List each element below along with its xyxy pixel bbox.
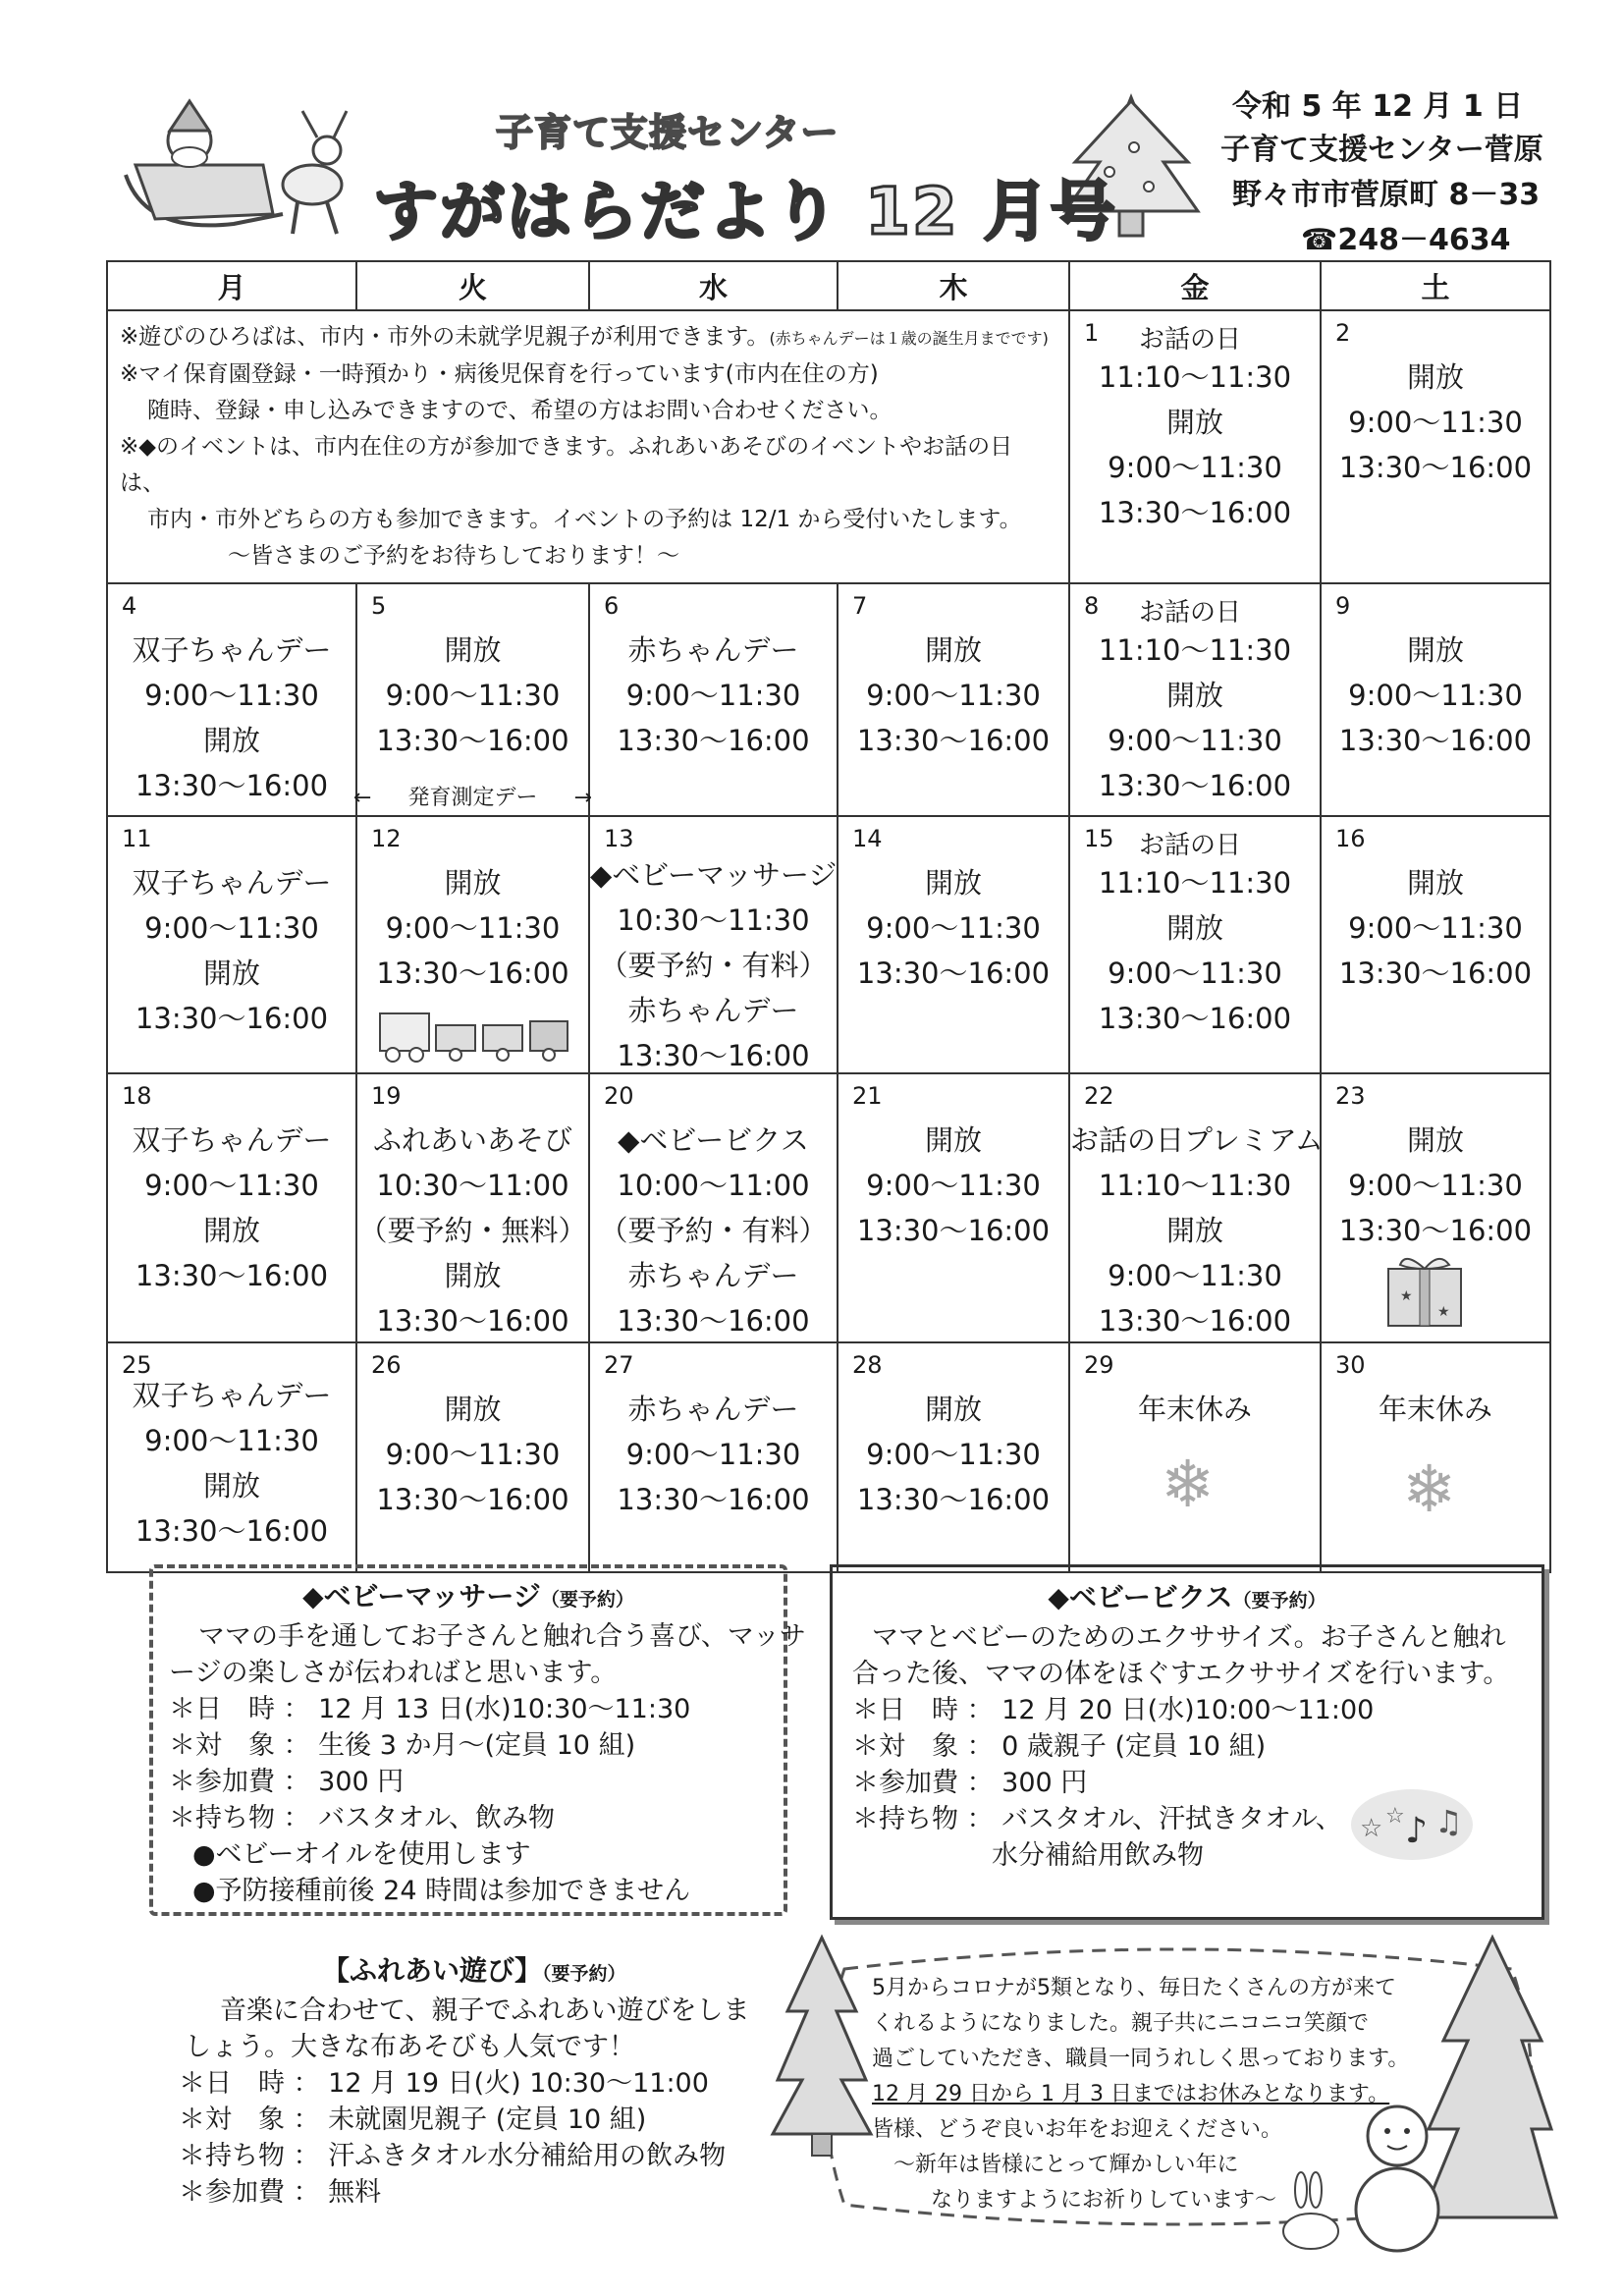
day-line: 9:00～11:30 bbox=[385, 1438, 561, 1471]
svg-text:★: ★ bbox=[1437, 1304, 1450, 1320]
santa-sleigh-illustration bbox=[116, 96, 361, 244]
baby-massage-desc: ージの楽しさが伝わればと思います。 bbox=[169, 1658, 618, 1688]
day-line: 双子ちゃんデー bbox=[132, 633, 332, 667]
day-number: 22 bbox=[1084, 1082, 1114, 1110]
weekday-thu: 木 bbox=[838, 261, 1069, 310]
baby-massage-title: ◆ベビーマッサージ bbox=[302, 1580, 541, 1613]
fureai-asobi-target: ＊対 象 ： 未就園児親子 (定員 10 組) bbox=[179, 2105, 647, 2135]
day-event-title: お話の日 bbox=[1139, 831, 1242, 860]
day-line: 開放 bbox=[1165, 1214, 1223, 1247]
day-line: 開放 bbox=[202, 957, 260, 990]
organization-name: 子育て支援センター菅原 bbox=[1220, 133, 1543, 167]
day-line: 開放 bbox=[1406, 866, 1464, 900]
day-cell bbox=[1321, 1342, 1550, 1572]
holiday-notice: 12 月 29 日から 1 月 3 日まではお休みとなります。 bbox=[872, 2082, 1390, 2106]
baby-massage-date: ＊日 時 ： 12 月 13 日(水)10:30～11:30 bbox=[169, 1694, 691, 1724]
day-number: 9 bbox=[1335, 592, 1351, 620]
center-subtitle: 子育て支援センター bbox=[496, 111, 839, 154]
fureai-asobi-date: ＊日 時 ： 12 月 19 日(火) 10:30～11:00 bbox=[179, 2068, 709, 2099]
notice-text bbox=[108, 311, 1068, 582]
day-number: 5 bbox=[371, 592, 387, 620]
day-number: 30 bbox=[1335, 1351, 1366, 1379]
day-line: 13:30～16:00 bbox=[376, 1483, 569, 1516]
weekday-wed: 水 bbox=[589, 261, 838, 310]
day-line: 9:00～11:30 bbox=[144, 1424, 319, 1457]
day-line: 13:30～16:00 bbox=[1338, 451, 1533, 484]
week-row-3 bbox=[107, 816, 1550, 1073]
day-cell bbox=[107, 583, 356, 816]
day-event-title: お話の日 bbox=[1139, 325, 1242, 355]
day-number: 29 bbox=[1084, 1351, 1114, 1379]
day-line: 9:00～11:30 bbox=[385, 911, 561, 945]
message-line: 5月からコロナが5類となり、毎日たくさんの方が来て bbox=[872, 1976, 1396, 2000]
day-line: 9:00～11:30 bbox=[625, 1438, 801, 1471]
day-number: 18 bbox=[122, 1082, 152, 1110]
day-cell bbox=[1321, 583, 1550, 816]
fureai-asobi-fee: ＊参加費 ： 無料 bbox=[179, 2177, 382, 2208]
day-cell bbox=[589, 1073, 838, 1342]
day-cell bbox=[356, 1073, 589, 1342]
day-line: 9:00～11:30 bbox=[1108, 1259, 1282, 1292]
growth-measure-day-text: 発育測定デー bbox=[407, 786, 538, 810]
day-number: 23 bbox=[1335, 1082, 1366, 1110]
day-cell bbox=[356, 816, 589, 1073]
day-line: ふれあいあそび bbox=[372, 1123, 572, 1157]
day-number: 20 bbox=[604, 1082, 634, 1110]
gift-box-icon bbox=[1380, 1251, 1469, 1330]
day-line: 赤ちゃんデー bbox=[627, 994, 799, 1027]
svg-text:♪: ♪ bbox=[1405, 1811, 1428, 1851]
day-line: 9:00～11:30 bbox=[144, 911, 319, 945]
day-line: 9:00～11:30 bbox=[1108, 724, 1282, 757]
day-line: 9:00～11:30 bbox=[866, 1169, 1041, 1202]
day-line: 9:00～11:30 bbox=[144, 679, 319, 712]
baby-bics-desc: 合った後、ママの体をほぐすエクササイズを行います。 bbox=[852, 1659, 1510, 1689]
day-line: 13:30～16:00 bbox=[135, 1002, 329, 1035]
day-line: （要予約・有料） bbox=[599, 1214, 828, 1247]
day-line: 11:10～11:30 bbox=[1098, 633, 1292, 667]
day-cell bbox=[353, 583, 592, 816]
day-number: 13 bbox=[604, 825, 634, 852]
right-arrow-icon: → bbox=[573, 786, 592, 810]
issue-date: 令和 5 年 12 月 1 日 bbox=[1232, 89, 1524, 124]
day-cell bbox=[1069, 816, 1321, 1073]
message-line: ～新年は皆様にとって輝かしい年に bbox=[893, 2153, 1239, 2177]
message-line: 過ごしていただき、職員一同うれしく思っております。 bbox=[872, 2047, 1410, 2071]
day-line: 赤ちゃんデー bbox=[627, 633, 799, 667]
day-event-title: お話の日 bbox=[1139, 598, 1242, 628]
day-cell bbox=[838, 816, 1069, 1073]
day-cell bbox=[1069, 1342, 1321, 1572]
day-line: ◆ベビーマッサージ bbox=[590, 858, 838, 892]
day-cell bbox=[1069, 310, 1321, 583]
fureai-asobi-desc: 音楽に合わせて、親子でふれあい遊びをしま bbox=[220, 1995, 750, 2026]
svg-text:☆: ☆ bbox=[1385, 1804, 1405, 1829]
baby-bics-box bbox=[830, 1564, 1544, 1920]
day-cell bbox=[838, 1073, 1069, 1342]
day-cell bbox=[1069, 583, 1321, 816]
year-end-message bbox=[872, 1971, 1422, 2218]
weekday-fri: 金 bbox=[1069, 261, 1321, 310]
baby-massage-box bbox=[149, 1564, 806, 1916]
day-cell bbox=[838, 583, 1069, 816]
day-line: 9:00～11:30 bbox=[866, 911, 1041, 945]
baby-massage-note: ●ベビーオイルを使用します bbox=[192, 1839, 531, 1870]
day-cell bbox=[107, 816, 356, 1073]
baby-massage-desc: ママの手を通してお子さんと触れ合う喜び、マッサ bbox=[198, 1621, 806, 1652]
day-number: 14 bbox=[852, 825, 883, 852]
notice-cell bbox=[107, 310, 1069, 583]
day-line: 開放 bbox=[444, 1393, 502, 1426]
baby-bics-title: ◆ベビービクス bbox=[1048, 1581, 1233, 1613]
day-line: 13:30～16:00 bbox=[856, 1483, 1051, 1516]
day-line: 開放 bbox=[924, 633, 982, 667]
svg-text:★: ★ bbox=[1400, 1288, 1413, 1304]
address: 野々市市菅原町 8－33 bbox=[1232, 178, 1541, 212]
snowy-tree-left-icon bbox=[768, 1933, 876, 2159]
day-line: 開放 bbox=[1406, 633, 1464, 667]
day-line: 11:10～11:30 bbox=[1098, 866, 1292, 900]
baby-bics-desc: ママとベビーのためのエクササイズ。お子さんと触れ bbox=[872, 1622, 1506, 1653]
svg-text:☆: ☆ bbox=[1360, 1814, 1383, 1843]
day-line: 13:30～16:00 bbox=[1098, 1304, 1292, 1338]
reservation-required-label: （要予約） bbox=[542, 1963, 626, 1985]
day-line: 10:00～11:00 bbox=[617, 1169, 810, 1202]
day-line: 年末休み bbox=[1137, 1393, 1252, 1426]
day-cell bbox=[1321, 816, 1550, 1073]
baby-bics-date: ＊日 時 ： 12 月 20 日(水)10:00～11:00 bbox=[852, 1695, 1375, 1725]
baby-massage-fee: ＊参加費 ： 300 円 bbox=[169, 1767, 405, 1797]
notice-line-1-small: (赤ちゃんデーは１歳の誕生月までです) bbox=[769, 329, 1049, 348]
day-line: 13:30～16:00 bbox=[135, 1259, 329, 1292]
day-line: 開放 bbox=[202, 724, 260, 757]
day-line: 9:00～11:30 bbox=[1348, 911, 1523, 945]
baby-bics-items: ＊持ち物 ： バスタオル、汗拭きタオル、 bbox=[852, 1804, 1342, 1834]
day-cell bbox=[107, 1342, 356, 1572]
day-line: 10:30～11:30 bbox=[617, 903, 810, 937]
day-line: 開放 bbox=[444, 1259, 502, 1292]
notice-line-6: ～皆さまのご予約をお待ちしております！～ bbox=[228, 543, 679, 569]
day-line: 13:30～16:00 bbox=[1338, 724, 1533, 757]
day-number: 26 bbox=[371, 1351, 402, 1379]
day-line: 赤ちゃんデー bbox=[627, 1393, 799, 1426]
day-cell bbox=[838, 1342, 1069, 1572]
day-line: 双子ちゃんデー bbox=[132, 1123, 332, 1157]
day-line: 13:30～16:00 bbox=[617, 1304, 810, 1338]
baby-bics-fee: ＊参加費 ： 300 円 bbox=[852, 1768, 1088, 1798]
day-line: 13:30～16:00 bbox=[856, 1214, 1051, 1247]
day-line: 9:00～11:30 bbox=[385, 679, 561, 712]
weekday-header-row bbox=[107, 261, 1550, 310]
day-cell bbox=[589, 816, 838, 1073]
day-line: 13:30～16:00 bbox=[135, 769, 329, 802]
weekday-mon: 月 bbox=[107, 261, 356, 310]
day-number: 12 bbox=[371, 825, 402, 852]
day-cell bbox=[1069, 1073, 1324, 1342]
day-line: 開放 bbox=[1165, 679, 1223, 712]
day-line: 13:30～16:00 bbox=[856, 724, 1051, 757]
notice-line-2: ※マイ保育園登録・一時預かり・病後児保育を行っています(市内在住の方) bbox=[120, 361, 879, 387]
snowflake-icon: ❄ bbox=[1161, 1447, 1216, 1522]
day-line: 9:00～11:30 bbox=[1108, 957, 1282, 990]
day-line: 13:30～16:00 bbox=[617, 1483, 810, 1516]
calendar-table bbox=[106, 260, 1551, 1573]
day-line: 開放 bbox=[1406, 1123, 1464, 1157]
day-number: 16 bbox=[1335, 825, 1366, 852]
message-line: なりますようにお祈りしています～ bbox=[931, 2188, 1277, 2213]
day-cell bbox=[589, 583, 838, 816]
weekday-sat: 土 bbox=[1321, 261, 1550, 310]
day-line: 13:30～16:00 bbox=[617, 1039, 810, 1072]
day-line: （要予約・有料） bbox=[599, 949, 828, 982]
baby-massage-note: ●予防接種前後 24 時間は参加できません bbox=[192, 1876, 691, 1906]
music-notes-icon bbox=[1348, 1785, 1476, 1864]
day-line: 双子ちゃんデー bbox=[132, 866, 332, 900]
day-line: 開放 bbox=[924, 1393, 982, 1426]
day-line: 開放 bbox=[444, 633, 502, 667]
day-number: 27 bbox=[604, 1351, 634, 1379]
day-line: 開放 bbox=[924, 866, 982, 900]
message-line: くれるようになりました。親子共にニコニコ笑顔で bbox=[872, 2011, 1370, 2036]
day-number: 4 bbox=[122, 592, 137, 620]
day-line: 9:00～11:30 bbox=[1348, 406, 1523, 439]
notice-line-3: 随時、登録・申し込みできますので、希望の方はお問い合わせください。 bbox=[147, 398, 893, 423]
day-number: 11 bbox=[122, 825, 152, 852]
day-line: 13:30～16:00 bbox=[1338, 1214, 1533, 1247]
day-cell bbox=[356, 1342, 589, 1572]
day-line: 9:00～11:30 bbox=[1108, 451, 1282, 484]
notice-line-4: ※◆のイベントは、市内在住の方が参加できます。ふれあいあそびのイベントやお話の日は、 bbox=[120, 434, 1013, 496]
day-line: 13:30～16:00 bbox=[376, 1304, 569, 1338]
day-line: 13:30～16:00 bbox=[617, 724, 810, 757]
snowflake-icon: ❄ bbox=[1402, 1451, 1457, 1527]
week-row-5 bbox=[107, 1342, 1550, 1572]
baby-massage-target: ＊対 象 ： 生後 3 か月～(定員 10 組) bbox=[169, 1730, 636, 1761]
newsletter-title: すがはらだより 12 月号 bbox=[373, 174, 1117, 249]
baby-bics-items: 水分補給用飲み物 bbox=[992, 1840, 1204, 1871]
baby-massage-items: ＊持ち物 ： バスタオル、飲み物 bbox=[169, 1803, 556, 1833]
day-line: ◆ベビービクス bbox=[618, 1123, 809, 1157]
week-row-4 bbox=[107, 1073, 1550, 1342]
growth-measure-day-label bbox=[353, 781, 592, 811]
day-cell bbox=[1321, 310, 1550, 583]
svg-text:♫: ♫ bbox=[1434, 1803, 1463, 1840]
day-line: お話の日プレミアム bbox=[1070, 1123, 1324, 1157]
day-number: 25 bbox=[122, 1351, 152, 1379]
day-line: 開放 bbox=[202, 1469, 260, 1503]
fureai-asobi-desc: しょう。大きな布あそびも人気です！ bbox=[185, 2032, 635, 2062]
fureai-asobi-title: 【ふれあい遊び】 bbox=[322, 1954, 543, 1987]
day-line: 9:00～11:30 bbox=[1348, 679, 1523, 712]
day-line: 開放 bbox=[1165, 406, 1223, 439]
day-line: 13:30～16:00 bbox=[856, 957, 1051, 990]
day-line: 開放 bbox=[202, 1214, 260, 1247]
day-line: 13:30～16:00 bbox=[376, 957, 569, 990]
day-line: 13:30～16:00 bbox=[1098, 496, 1292, 529]
fureai-asobi-items: ＊持ち物 ： 汗ふきタオル水分補給用の飲み物 bbox=[179, 2141, 727, 2171]
message-line: 皆様、どうぞ良いお年をお迎えください。 bbox=[872, 2117, 1283, 2142]
notice-line-5: 市内・市外どちらの方も参加できます。イベントの予約は 12/1 から受付いたします。 bbox=[147, 507, 1022, 532]
day-line: 9:00～11:30 bbox=[625, 679, 801, 712]
phone-number: ☎248－4634 bbox=[1301, 223, 1511, 257]
day-cell bbox=[589, 1342, 838, 1572]
day-number: 21 bbox=[852, 1082, 883, 1110]
day-line: 開放 bbox=[444, 866, 502, 900]
day-number: 8 bbox=[1084, 592, 1100, 620]
day-line: 開放 bbox=[1406, 360, 1464, 394]
day-line: 13:30～16:00 bbox=[1098, 1002, 1292, 1035]
reservation-required-label: （要予約） bbox=[1232, 1590, 1326, 1612]
day-line: 13:30～16:00 bbox=[376, 724, 569, 757]
day-line: 11:10～11:30 bbox=[1098, 360, 1292, 394]
day-line: （要予約・無料） bbox=[358, 1214, 587, 1247]
week-row-1 bbox=[107, 310, 1550, 583]
day-line: 10:30～11:00 bbox=[376, 1169, 569, 1202]
day-number: 28 bbox=[852, 1351, 883, 1379]
day-line: 開放 bbox=[1165, 911, 1223, 945]
day-number: 1 bbox=[1084, 319, 1100, 347]
fureai-asobi-box bbox=[165, 1952, 754, 2217]
day-line: 赤ちゃんデー bbox=[627, 1259, 799, 1292]
day-number: 7 bbox=[852, 592, 868, 620]
day-line: 13:30～16:00 bbox=[1338, 957, 1533, 990]
day-line: 9:00～11:30 bbox=[866, 679, 1041, 712]
left-arrow-icon: ← bbox=[353, 786, 372, 810]
day-line: 11:10～11:30 bbox=[1098, 1169, 1292, 1202]
day-line: 13:30～16:00 bbox=[1098, 769, 1292, 802]
day-line: 開放 bbox=[924, 1123, 982, 1157]
baby-bics-target: ＊対 象 ： 0 歳親子 (定員 10 組) bbox=[852, 1731, 1267, 1762]
day-number: 19 bbox=[371, 1082, 402, 1110]
day-line: 13:30～16:00 bbox=[135, 1514, 329, 1548]
toy-train-icon bbox=[375, 1004, 571, 1065]
notice-line-1: ※遊びのひろばは、市内・市外の未就学児親子が利用できます。 bbox=[120, 324, 770, 350]
day-cell bbox=[107, 1073, 356, 1342]
day-line: 年末休み bbox=[1378, 1393, 1492, 1426]
day-line: 9:00～11:30 bbox=[144, 1169, 319, 1202]
day-line: 9:00～11:30 bbox=[1348, 1169, 1523, 1202]
day-number: 15 bbox=[1084, 825, 1114, 852]
week-row-2 bbox=[107, 583, 1550, 816]
reservation-required-label: （要予約） bbox=[540, 1589, 634, 1611]
day-number: 6 bbox=[604, 592, 620, 620]
day-line: 9:00～11:30 bbox=[866, 1438, 1041, 1471]
day-cell bbox=[1321, 1073, 1550, 1342]
weekday-tue: 火 bbox=[356, 261, 589, 310]
day-line: 双子ちゃんデー bbox=[132, 1379, 332, 1412]
day-number: 2 bbox=[1335, 319, 1351, 347]
